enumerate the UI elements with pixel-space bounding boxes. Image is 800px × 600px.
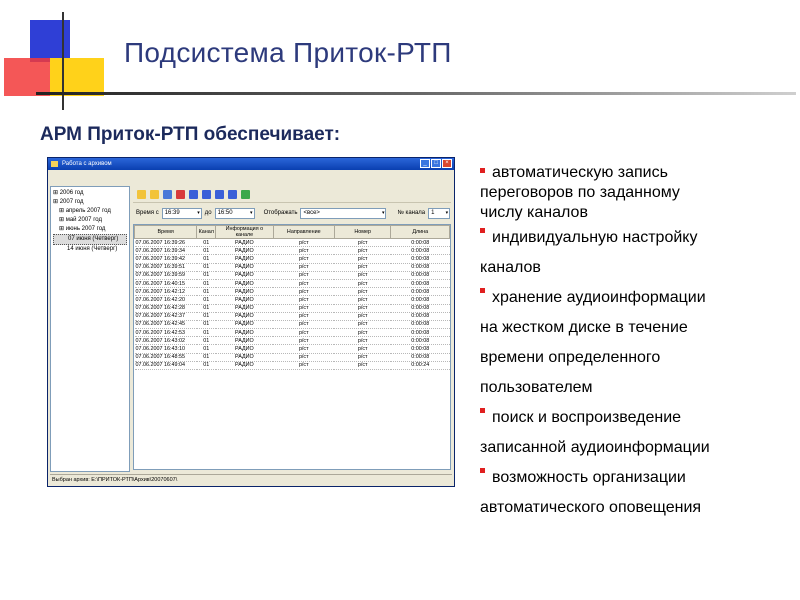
table-cell: р/ст [273, 353, 334, 361]
spin-icon: ▾ [197, 209, 200, 216]
table-cell: РАДИО [216, 288, 274, 296]
table-row[interactable] [135, 304, 450, 312]
table-cell: 01 [197, 304, 216, 312]
last-icon[interactable] [228, 190, 237, 199]
channel-value: 1 [431, 209, 435, 216]
filter-bar [133, 206, 451, 220]
table-cell: 07.06.2007 16:39:34 [135, 247, 197, 255]
table-cell: 0:00:08 [391, 239, 450, 247]
app-icon [51, 161, 58, 167]
table-cell: РАДИО [216, 337, 274, 345]
bullet-line: пользователем [480, 379, 593, 396]
table-cell: 01 [197, 361, 216, 369]
archive-pane [133, 186, 451, 472]
table-cell: 0:00:08 [391, 271, 450, 279]
spin-icon: ▾ [250, 209, 253, 216]
bullet-line: времени определенного [480, 349, 661, 366]
deco-yellow-square [50, 58, 104, 96]
table-cell: 07.06.2007 16:49:04 [135, 361, 197, 369]
maximize-button[interactable]: □ [431, 159, 441, 168]
table-cell: 01 [197, 329, 216, 337]
table-cell: 07.06.2007 16:39:51 [135, 263, 197, 271]
table-cell: РАДИО [216, 271, 274, 279]
table-cell: 0:00:08 [391, 296, 450, 304]
time-to-value: 16:50 [217, 209, 233, 216]
table-row[interactable] [135, 279, 450, 287]
table-cell: р/ст [334, 337, 391, 345]
table-cell: 07.06.2007 16:40:15 [135, 279, 197, 287]
next-icon[interactable] [215, 190, 224, 199]
chevron-down-icon: ▾ [381, 209, 385, 216]
bullet-item: хранение аудиоинформации [480, 283, 780, 313]
table-cell: 01 [197, 247, 216, 255]
table-cell: 07.06.2007 16:48:55 [135, 353, 197, 361]
table-cell: 01 [197, 296, 216, 304]
table-cell: 01 [197, 353, 216, 361]
table-cell: р/ст [334, 279, 391, 287]
time-from-value: 16:39 [164, 209, 180, 216]
table-cell: р/ст [273, 279, 334, 287]
toolbar [133, 186, 451, 203]
table-row[interactable] [135, 255, 450, 263]
table-cell: 0:00:08 [391, 345, 450, 353]
table-cell: 01 [197, 312, 216, 320]
close-button[interactable]: × [442, 159, 452, 168]
table-cell: р/ст [273, 337, 334, 345]
table-cell: 01 [197, 337, 216, 345]
window-titlebar[interactable] [48, 158, 454, 170]
table-cell: р/ст [273, 296, 334, 304]
table-cell: 01 [197, 263, 216, 271]
column-header[interactable]: Время [135, 226, 197, 239]
tree-item[interactable]: ⊞ июнь 2007 год [59, 226, 106, 232]
time-to-input[interactable] [215, 208, 255, 219]
delete-icon[interactable] [176, 190, 185, 199]
table-cell: 07.06.2007 16:39:42 [135, 255, 197, 263]
table-cell: 01 [197, 271, 216, 279]
table-cell: РАДИО [216, 263, 274, 271]
table-cell: р/ст [273, 312, 334, 320]
table-cell: РАДИО [216, 345, 274, 353]
table-cell: 07.06.2007 16:39:26 [135, 239, 197, 247]
table-cell: 01 [197, 239, 216, 247]
table-cell: РАДИО [216, 361, 274, 369]
page-title: Подсистема Приток-РТП [124, 37, 452, 68]
table-row[interactable] [135, 296, 450, 304]
show-select[interactable] [300, 208, 386, 219]
table-cell: р/ст [334, 263, 391, 271]
export-icon[interactable] [241, 190, 250, 199]
column-header[interactable]: Канал [197, 226, 216, 239]
bullet-list [480, 163, 780, 523]
table-row[interactable] [135, 312, 450, 320]
bullet-line: автоматического оповещения [480, 499, 702, 516]
table-cell: 0:00:08 [391, 312, 450, 320]
table-cell: 0:00:08 [391, 320, 450, 328]
table-cell: 01 [197, 279, 216, 287]
bullet-line: на жестком диске в течение [480, 319, 688, 336]
table-cell: РАДИО [216, 239, 274, 247]
deco-vertical-line [62, 12, 64, 110]
table-cell: 01 [197, 288, 216, 296]
table-cell: р/ст [273, 345, 334, 353]
table-cell: 07.06.2007 16:42:37 [135, 312, 197, 320]
bullet-item: индивидуальную настройку [480, 223, 780, 253]
folder-icon[interactable] [137, 190, 146, 199]
table-cell: 0:00:08 [391, 337, 450, 345]
table-cell: 0:00:08 [391, 353, 450, 361]
table-cell: РАДИО [216, 279, 274, 287]
deco-red-square [4, 58, 56, 96]
table-cell: РАДИО [216, 353, 274, 361]
tree-item[interactable]: 07 июня (Четверг) [53, 234, 127, 245]
column-header[interactable]: Длина [391, 226, 450, 239]
table-cell: РАДИО [216, 329, 274, 337]
table-cell: 01 [197, 255, 216, 263]
table-cell: р/ст [273, 247, 334, 255]
status-bar: Выбран архив: E:\ПРИТОК-РТП\Архив\20070607\ [50, 474, 452, 484]
table-cell: р/ст [273, 320, 334, 328]
table-cell: р/ст [334, 312, 391, 320]
table-cell: р/ст [334, 353, 391, 361]
table-cell: р/ст [334, 247, 391, 255]
table-cell: РАДИО [216, 304, 274, 312]
table-row[interactable] [135, 353, 450, 361]
table-cell: р/ст [334, 329, 391, 337]
table-row[interactable] [135, 271, 450, 279]
time-from-input[interactable] [162, 208, 202, 219]
bullet-item: автоматическую запись [480, 163, 780, 183]
table-cell: 07.06.2007 16:42:45 [135, 320, 197, 328]
table-cell: 0:00:08 [391, 255, 450, 263]
table-cell: р/ст [273, 263, 334, 271]
table-cell: р/ст [334, 296, 391, 304]
channel-select[interactable] [428, 208, 450, 219]
first-icon[interactable] [189, 190, 198, 199]
show-select-value: <все> [303, 209, 320, 216]
app-window [47, 157, 455, 487]
table-row[interactable] [135, 263, 450, 271]
bullet-item: поиск и воспроизведение [480, 403, 780, 433]
save-icon[interactable] [163, 190, 172, 199]
table-cell: р/ст [334, 361, 391, 369]
table-cell: РАДИО [216, 320, 274, 328]
channel-label: № канала [397, 210, 426, 216]
table-cell: р/ст [334, 255, 391, 263]
table-row[interactable] [135, 320, 450, 328]
table-cell: 01 [197, 345, 216, 353]
tree-item[interactable]: ⊞ апрель 2007 год [59, 208, 111, 214]
deco-blue-square [30, 20, 70, 62]
table-cell: 0:00:08 [391, 279, 450, 287]
table-cell: р/ст [273, 304, 334, 312]
table-cell: 07.06.2007 16:42:12 [135, 288, 197, 296]
table-cell: 0:00:08 [391, 263, 450, 271]
table-cell: р/ст [334, 239, 391, 247]
table-cell: 0:00:08 [391, 247, 450, 255]
table-cell: 07.06.2007 16:39:59 [135, 271, 197, 279]
table-cell: р/ст [273, 239, 334, 247]
table-cell: 07.06.2007 16:43:10 [135, 345, 197, 353]
bullet-item: возможность организации [480, 463, 780, 493]
table-cell: РАДИО [216, 312, 274, 320]
table-header [135, 226, 450, 239]
table-cell: р/ст [334, 304, 391, 312]
table-cell: 07.06.2007 16:42:53 [135, 329, 197, 337]
table-cell: р/ст [334, 320, 391, 328]
table-body [135, 239, 450, 370]
table-cell: р/ст [334, 345, 391, 353]
column-header[interactable]: Направление [273, 226, 334, 239]
table-cell: р/ст [273, 288, 334, 296]
bullet-line: записанной аудиоинформации [480, 439, 710, 456]
table-cell: 07.06.2007 16:42:20 [135, 296, 197, 304]
show-label: Отображать [263, 210, 298, 216]
table-cell: РАДИО [216, 296, 274, 304]
table-cell: РАДИО [216, 247, 274, 255]
table-row[interactable] [135, 247, 450, 255]
tree-item[interactable]: 14 июня (Четверг) [67, 246, 118, 252]
folder-open-icon[interactable] [150, 190, 159, 199]
table-cell: 07.06.2007 16:42:28 [135, 304, 197, 312]
time-from-label: Время с [136, 210, 159, 216]
chevron-down-icon: ▾ [445, 209, 449, 216]
bullet-line: каналов [480, 259, 541, 276]
table-row[interactable] [135, 361, 450, 369]
tree-item[interactable]: ⊞ 2007 год [53, 199, 84, 205]
subtitle: АРМ Приток-РТП обеспечивает: [40, 124, 341, 145]
column-header[interactable]: Информация о канале [216, 226, 274, 239]
table-cell: р/ст [273, 361, 334, 369]
minimize-button[interactable]: _ [420, 159, 430, 168]
table-cell: 0:00:08 [391, 288, 450, 296]
table-cell: РАДИО [216, 255, 274, 263]
archive-tree[interactable] [50, 186, 130, 472]
table-cell: р/ст [273, 271, 334, 279]
table-row[interactable] [135, 345, 450, 353]
table-cell: 01 [197, 320, 216, 328]
table-cell: р/ст [273, 329, 334, 337]
table-cell: р/ст [273, 255, 334, 263]
table-cell: 07.06.2007 16:43:02 [135, 337, 197, 345]
column-header[interactable]: Номер [334, 226, 391, 239]
tree-item[interactable]: ⊞ 2006 год [53, 190, 84, 196]
time-to-label: до [204, 210, 212, 216]
bullet-line: переговоров по заданному [480, 184, 680, 201]
table-row[interactable] [135, 288, 450, 296]
table-cell: р/ст [334, 271, 391, 279]
window-title: Работа с архивом [62, 161, 112, 167]
prev-icon[interactable] [202, 190, 211, 199]
table-cell: р/ст [334, 288, 391, 296]
bullet-line: числу каналов [480, 204, 588, 221]
table-row[interactable] [135, 337, 450, 345]
table-row[interactable] [135, 239, 450, 247]
table-row[interactable] [135, 329, 450, 337]
deco-horizontal-line [36, 92, 796, 95]
tree-item[interactable]: ⊞ май 2007 год [59, 217, 102, 223]
table-cell: 0:00:08 [391, 329, 450, 337]
table-cell: 0:00:24 [391, 361, 450, 369]
table-cell: 0:00:08 [391, 304, 450, 312]
records-table [133, 224, 451, 470]
